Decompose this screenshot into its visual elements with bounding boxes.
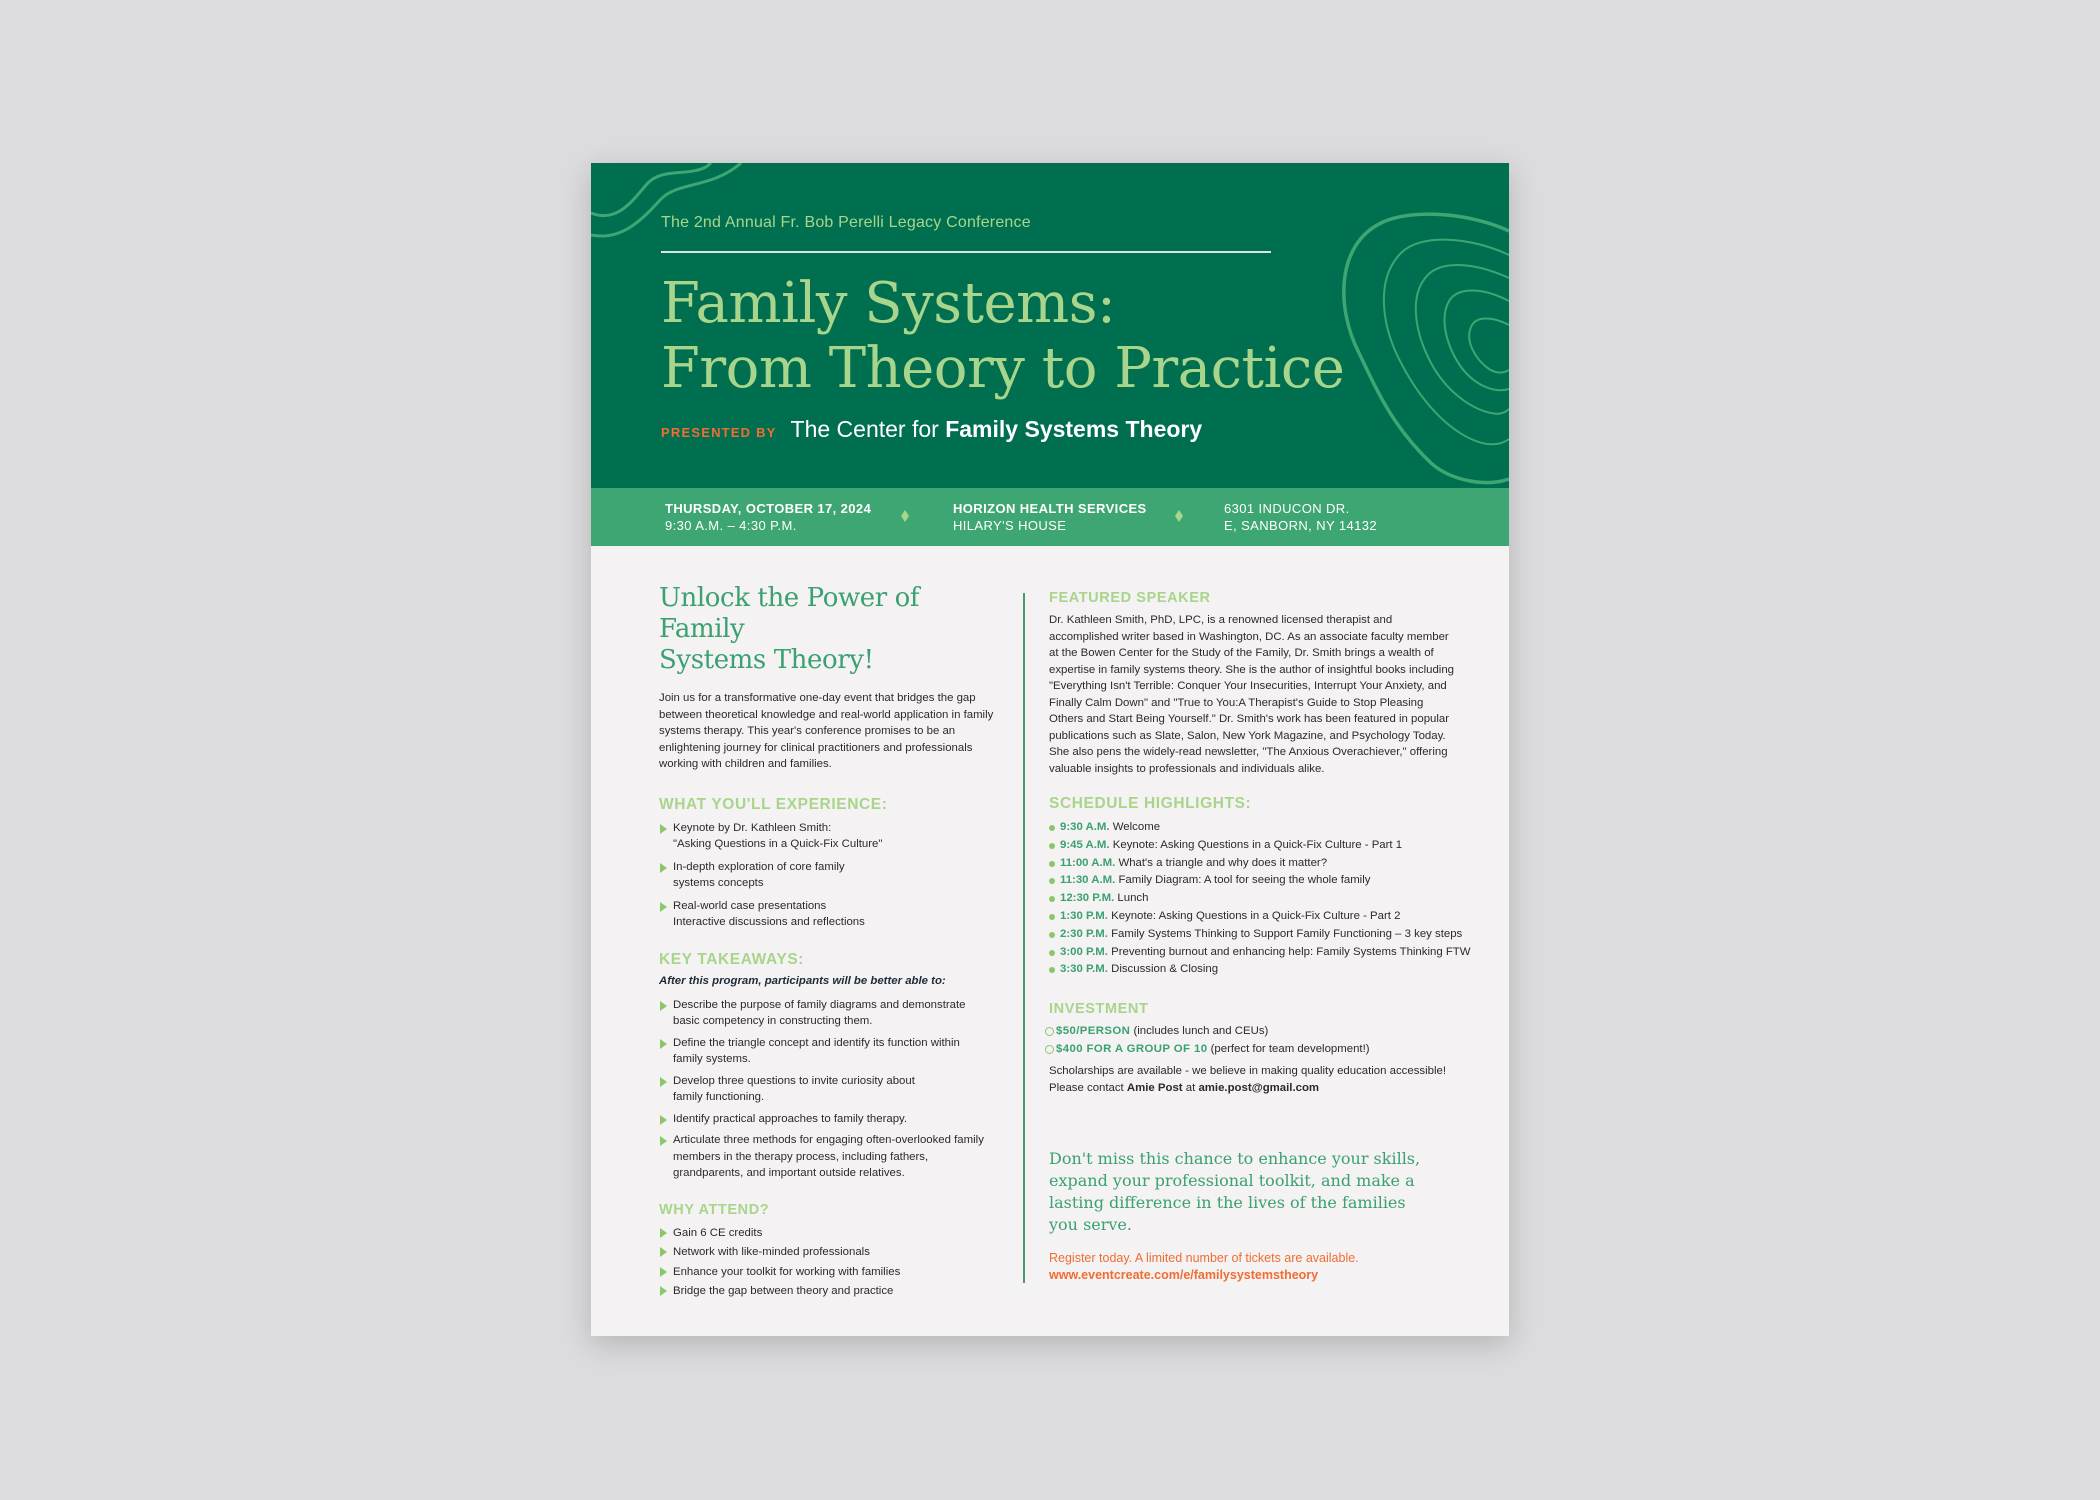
- why-attend-item: Network with like-minded professionals: [659, 1243, 999, 1263]
- why-attend-item: Gain 6 CE credits: [659, 1224, 999, 1244]
- schedule-list: [1049, 819, 1469, 979]
- event-info-bar: [591, 488, 1509, 546]
- intro-heading-line-2: Systems Theory!: [659, 645, 874, 675]
- takeaway-item: Identify practical approaches to family therapy.: [659, 1111, 991, 1128]
- column-divider: [1023, 593, 1025, 1283]
- experience-heading: WHAT YOU'LL EXPERIENCE:: [659, 795, 888, 813]
- investment-list: [1049, 1023, 1469, 1058]
- takeaway-item: Describe the purpose of family diagrams and demonstrate basic competency in constructing them.: [659, 997, 991, 1030]
- intro-heading: [659, 583, 999, 676]
- presented-by-label: PRESENTED BY: [661, 425, 777, 440]
- title-line-2: From Theory to Practice: [661, 336, 1345, 401]
- schedule-item: 3:00 P.M. Preventing burnout and enhancing help: Family Systems Thinking FTW: [1049, 944, 1469, 962]
- call-to-action: Don't miss this chance to enhance your skills, expand your professional toolkit, and make a lasting difference in the lives of the families you serve.: [1049, 1149, 1421, 1235]
- event-datetime: [665, 500, 871, 534]
- experience-item: Keynote by Dr. Kathleen Smith: "Asking Questions in a Quick-Fix Culture": [659, 820, 999, 853]
- contact-email[interactable]: amie.post@gmail.com: [1198, 1081, 1320, 1094]
- header-banner: [591, 163, 1509, 488]
- takeaway-item: Articulate three methods for engaging often-overlooked family members in the therapy process, including fathers, grandparents, and important outside relatives.: [659, 1132, 991, 1182]
- experience-item: Real-world case presentations Interactive discussions and reflections: [659, 898, 999, 931]
- takeaways-heading: KEY TAKEAWAYS:: [659, 950, 805, 968]
- speaker-bio: Dr. Kathleen Smith, PhD, LPC, is a renowned licensed therapist and accomplished writer based in Washington, DC. As an associate faculty member at the Bowen Center for the Study of the Family, Dr. Smith brings a wealth of expertise in family systems theory. She is the author of insightful books including "Everything Isn't Terrible: Conquer Your Insecurities, Interrupt Your Anxiety, and Finally Calm Down" and "True to You:A Therapist's Guide to Stop Pleasing Others and Start Being Yourself." Dr. Smith's work has been featured in popular publications such as Slate, Salon, New York Magazine, and Psychology Today. She also pens the widely-read newsletter, "The Anxious Overachiever," offering valuable insights to professionals and individuals alike.: [1049, 614, 1454, 775]
- schedule-item: 1:30 P.M. Keynote: Asking Questions in a Quick-Fix Culture - Part 2: [1049, 908, 1469, 926]
- schedule-item: 11:30 A.M. Family Diagram: A tool for seeing the whole family: [1049, 872, 1469, 890]
- title-line-1: Family Systems:: [661, 271, 1116, 336]
- right-column: [1049, 590, 1469, 1284]
- diamond-separator-icon: [1175, 510, 1183, 522]
- intro-body: Join us for a transformative one-day event that bridges the gap between theoretical knowledge and real-world application in family systems therapy. This year's conference promises to be an enlightening journey for clinical practitioners and professionals working with children and families.: [659, 692, 994, 770]
- investment-heading: INVESTMENT: [1049, 1001, 1149, 1018]
- investment-item: $400 FOR A GROUP OF 10 (perfect for team development!): [1049, 1041, 1469, 1059]
- takeaways-intro: After this program, participants will be better able to:: [659, 974, 946, 987]
- diamond-separator-icon: [901, 510, 909, 522]
- experience-list: [659, 820, 999, 931]
- presented-by: [661, 416, 1202, 443]
- venue-sub: HILARY'S HOUSE: [953, 518, 1067, 533]
- organizer-name: [791, 416, 1203, 443]
- schedule-item: 9:45 A.M. Keynote: Asking Questions in a Quick-Fix Culture - Part 1: [1049, 837, 1469, 855]
- takeaway-item: Define the triangle concept and identify its function within family systems.: [659, 1035, 991, 1068]
- address-line-2: E, SANBORN, NY 14132: [1224, 518, 1377, 533]
- event-time: 9:30 A.M. – 4:30 P.M.: [665, 518, 797, 533]
- address-line-1: 6301 INDUCON DR.: [1224, 501, 1350, 516]
- takeaways-list: [659, 997, 999, 1182]
- event-date: THURSDAY, OCTOBER 17, 2024: [665, 501, 872, 516]
- why-attend-list: [659, 1224, 999, 1302]
- schedule-item: 9:30 A.M. Welcome: [1049, 819, 1469, 837]
- left-column: [659, 583, 999, 1302]
- conference-kicker: The 2nd Annual Fr. Bob Perelli Legacy Conference: [661, 214, 1031, 231]
- event-address: [1224, 500, 1377, 534]
- schedule-item: 12:30 P.M. Lunch: [1049, 890, 1469, 908]
- why-attend-item: Enhance your toolkit for working with families: [659, 1263, 999, 1283]
- investment-item: $50/PERSON (includes lunch and CEUs): [1049, 1023, 1469, 1041]
- scholarship-note: Scholarships are available - we believe in making quality education accessible! Please contact Amie Post at amie.post@gmail.com: [1049, 1065, 1446, 1094]
- event-venue: [953, 500, 1147, 534]
- contact-name: Amie Post: [1126, 1081, 1183, 1094]
- flyer-page: [591, 163, 1509, 1336]
- takeaway-item: Develop three questions to invite curiosity about family functioning.: [659, 1073, 991, 1106]
- venue-name: HORIZON HEALTH SERVICES: [953, 501, 1147, 516]
- registration-link[interactable]: www.eventcreate.com/e/familysystemstheory: [1049, 1268, 1319, 1283]
- intro-heading-line-1: Unlock the Power of Family: [659, 583, 920, 644]
- header-rule: [661, 251, 1271, 253]
- register-note: Register today. A limited number of tickets are available.: [1049, 1251, 1359, 1266]
- page-title: [661, 271, 1344, 401]
- experience-item: In-depth exploration of core family systems concepts: [659, 859, 999, 892]
- why-attend-heading: WHY ATTEND?: [659, 1201, 770, 1218]
- schedule-item: 2:30 P.M. Family Systems Thinking to Support Family Functioning – 3 key steps: [1049, 926, 1469, 944]
- organizer-bold: Family Systems Theory: [945, 416, 1203, 442]
- schedule-item: 11:00 A.M. What's a triangle and why does it matter?: [1049, 855, 1469, 873]
- organizer-prefix: The Center for: [790, 416, 939, 442]
- speaker-heading: FEATURED SPEAKER: [1049, 590, 1211, 606]
- schedule-item: 3:30 P.M. Discussion & Closing: [1049, 961, 1469, 979]
- why-attend-item: Bridge the gap between theory and practice: [659, 1282, 999, 1302]
- schedule-heading: SCHEDULE HIGHLIGHTS:: [1049, 795, 1252, 812]
